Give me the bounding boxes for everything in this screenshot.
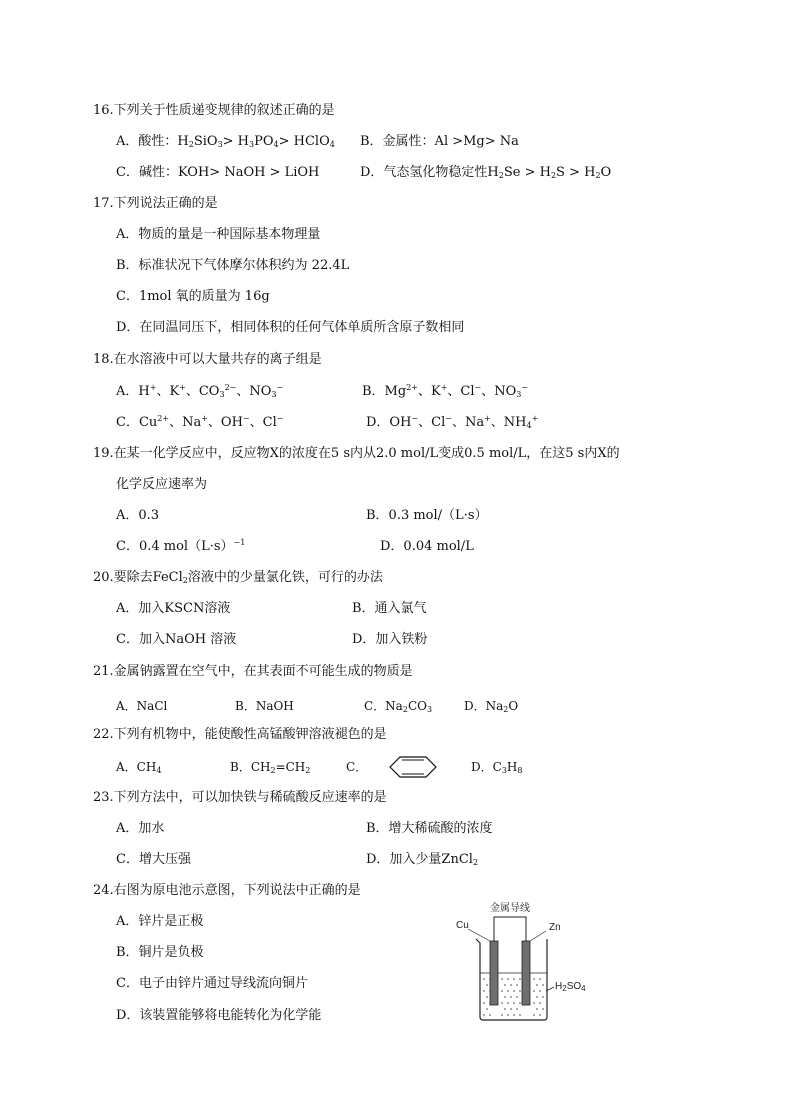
q20-stem: 20.要除去FeCl$_2$溶液中的少量氯化铁，可行的办法 [93, 570, 383, 585]
q20-option-c: C．加入NaOH 溶液 [116, 632, 237, 647]
zinc-electrode [522, 941, 530, 1005]
q17-option-c: C．1mol 氧的质量为 16g [116, 289, 270, 304]
q21-option-a: A．NaCl [116, 699, 168, 713]
q22-option-b: B．$CH_2=CH_2$ [230, 760, 311, 775]
q16-option-d: D．气态氢化物稳定性$H_2Se > H_2S > H_2O$ [360, 165, 612, 180]
q19-option-b: B．0.3 mol/（L·s） [366, 508, 488, 523]
q21-option-b: B．NaOH [235, 699, 294, 713]
q23-option-b: B．增大稀硫酸的浓度 [366, 821, 493, 836]
q23-option-a: A．加水 [116, 821, 165, 836]
q20-option-b: B．通入氯气 [352, 601, 427, 616]
q20-option-a: A．加入KSCN溶液 [116, 601, 231, 616]
q23-stem: 23.下列方法中，可以加快铁与稀硫酸反应速率的是 [93, 790, 387, 805]
q16-option-c: C．碱性：KOH> NaOH > LiOH [116, 165, 320, 180]
q21-option-c: C．$Na_2CO_3$ [364, 699, 433, 714]
q23-option-d: D．加入少量ZnCl$_2$ [366, 852, 479, 867]
q17-stem: 17.下列说法正确的是 [93, 196, 218, 211]
q19-option-d: D．0.04 mol/L [380, 539, 474, 554]
q18-option-c: C．$Cu^{2+}$、Na+、OH−、Cl− [116, 414, 284, 430]
zn-label: Zn [549, 922, 561, 933]
wire-label: 金属导线 [490, 903, 530, 914]
q19-stem-line2: 化学反应速率为 [116, 477, 208, 492]
galvanic-cell-figure [450, 895, 600, 1025]
q18-option-b: B．$Mg^{2+}$、K+、Cl−、$NO_3^-$ [362, 383, 529, 399]
q19-stem-line1: 19.在某一化学反应中，反应物X的浓度在5 s内从2.0 mol/L变成0.5 mol/L，在这5 s内X的 [93, 446, 620, 461]
q16-option-b: B．金属性：Al >Mg> Na [360, 134, 519, 149]
q19-option-c: C．0.4 $mol(L\cdot s)^{-1}$ [116, 538, 246, 554]
q19-option-a: A．0.3 [116, 508, 160, 523]
benzene-ring-icon [388, 756, 438, 778]
q17-option-b: B．标准状况下气体摩尔体积约为 22.4L [116, 258, 350, 273]
q24-option-d: D．该装置能够将电能转化为化学能 [116, 1008, 322, 1023]
q22-stem: 22.下列有机物中，能使酸性高锰酸钾溶液褪色的是 [93, 727, 387, 742]
q22-option-a: A．$CH_4$ [116, 760, 162, 775]
q16-option-a: A．酸性：$H_2SiO_3> H_3PO_4>$ HClO$_4$ [116, 134, 335, 149]
q17-option-a: A．物质的量是一种国际基本物理量 [116, 227, 321, 242]
q24-option-a: A．锌片是正极 [116, 914, 204, 929]
cu-label: Cu [456, 920, 469, 931]
q18-option-d: D．OH−、Cl−、Na+、$NH_4^+$ [366, 414, 539, 430]
q16-stem: 16.下列关于性质递变规律的叙述正确的是 [93, 103, 335, 118]
acid-label: $H_2SO_4$ [555, 981, 586, 993]
q21-option-d: D．$Na_2O$ [464, 699, 519, 714]
q24-option-b: B．铜片是负极 [116, 945, 204, 960]
q23-option-c: C．增大压强 [116, 852, 191, 867]
q20-option-d: D．加入铁粉 [352, 632, 428, 647]
q18-option-a: A．H+、K+、$CO_3^{2-}$、$NO_3^-$ [116, 383, 284, 399]
q24-option-c: C．电子由锌片通过导线流向铜片 [116, 976, 308, 991]
q24-stem: 24.右图为原电池示意图，下列说法中正确的是 [93, 883, 361, 898]
q22-option-d: D．$C_3H_8$ [471, 760, 523, 775]
q21-stem: 21.金属钠露置在空气中，在其表面不可能生成的物质是 [93, 664, 413, 679]
galvanic-cell-diagram [450, 895, 600, 1025]
q17-option-d: D．在同温同压下，相同体积的任何气体单质所含原子数相同 [116, 320, 465, 335]
q22-option-c: C． [346, 760, 368, 774]
q18-stem: 18.在水溶液中可以大量共存的离子组是 [93, 352, 322, 367]
copper-electrode [490, 941, 498, 1005]
